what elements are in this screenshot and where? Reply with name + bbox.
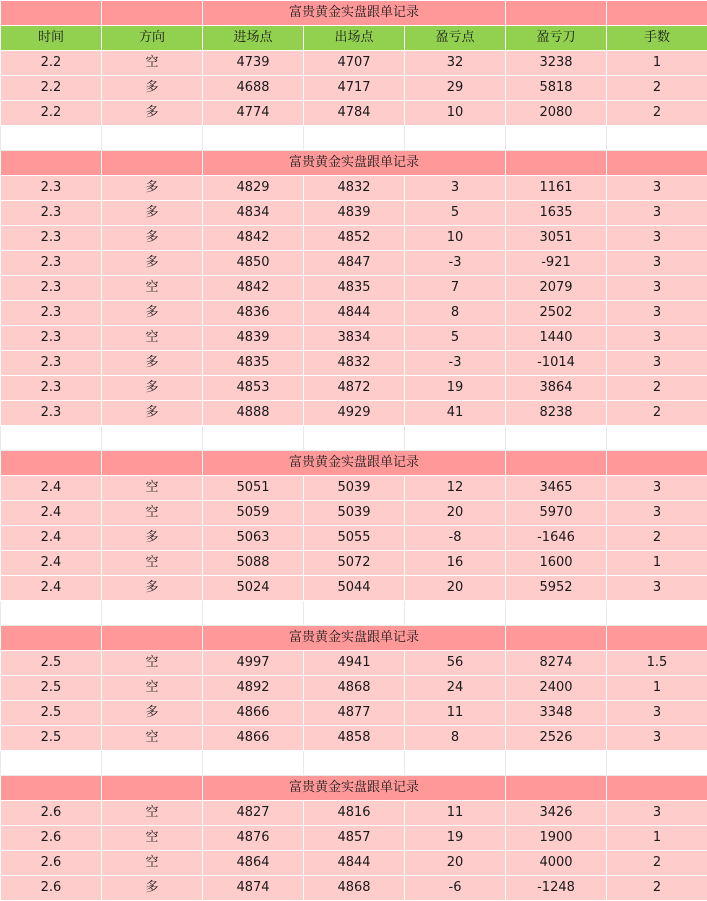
exit-point-cell: 4868	[304, 876, 405, 901]
section-title-row	[1, 1, 707, 26]
pl-dollars-cell: 1900	[506, 826, 607, 851]
pl-dollars-cell: 2526	[506, 726, 607, 751]
table-row	[1, 101, 707, 126]
date-cell: 2.5	[1, 651, 102, 676]
lots-cell: 2	[607, 401, 707, 426]
exit-point-cell: 4784	[304, 101, 405, 126]
pl-points-cell: 20	[405, 576, 506, 601]
pl-dollars-cell: 2502	[506, 301, 607, 326]
date-cell: 2.4	[1, 526, 102, 551]
pl-dollars-cell: 1600	[506, 551, 607, 576]
empty-cell	[203, 601, 304, 626]
lots-cell: 1	[607, 51, 707, 76]
lots-cell: 3	[607, 201, 707, 226]
entry-point-cell: 4774	[203, 101, 304, 126]
pl-dollars-cell: 8238	[506, 401, 607, 426]
direction-cell: 空	[102, 276, 203, 301]
empty-cell	[607, 451, 707, 476]
section-spacer-row	[1, 126, 707, 151]
direction-cell: 空	[102, 326, 203, 351]
exit-point-cell: 4835	[304, 276, 405, 301]
empty-cell	[506, 426, 607, 451]
section-spacer-row	[1, 426, 707, 451]
entry-point-cell: 4839	[203, 326, 304, 351]
section-title: 富贵黄金实盘跟单记录	[203, 1, 506, 26]
lots-cell: 2	[607, 876, 707, 901]
entry-point-cell: 4842	[203, 276, 304, 301]
pl-points-cell: 8	[405, 726, 506, 751]
date-cell: 2.4	[1, 551, 102, 576]
empty-cell	[102, 126, 203, 151]
empty-cell	[102, 776, 203, 801]
lots-cell: 2	[607, 376, 707, 401]
date-cell: 2.2	[1, 101, 102, 126]
pl-points-cell: 12	[405, 476, 506, 501]
exit-point-cell: 4941	[304, 651, 405, 676]
lots-cell: 3	[607, 801, 707, 826]
pl-dollars-cell: -1248	[506, 876, 607, 901]
table-row	[1, 351, 707, 376]
exit-point-cell: 4717	[304, 76, 405, 101]
empty-cell	[607, 426, 707, 451]
lots-cell: 3	[607, 251, 707, 276]
lots-cell: 3	[607, 326, 707, 351]
exit-point-cell: 4832	[304, 351, 405, 376]
exit-point-cell: 5055	[304, 526, 405, 551]
section-spacer-row	[1, 601, 707, 626]
date-cell: 2.3	[1, 201, 102, 226]
direction-cell: 多	[102, 351, 203, 376]
empty-cell	[1, 1, 102, 26]
empty-cell	[304, 426, 405, 451]
date-cell: 2.3	[1, 276, 102, 301]
lots-cell: 3	[607, 176, 707, 201]
table-row	[1, 851, 707, 876]
date-cell: 2.6	[1, 851, 102, 876]
table-row	[1, 826, 707, 851]
table-row	[1, 526, 707, 551]
lots-cell: 3	[607, 351, 707, 376]
empty-cell	[405, 601, 506, 626]
empty-cell	[102, 151, 203, 176]
lots-cell: 3	[607, 301, 707, 326]
exit-point-cell: 4929	[304, 401, 405, 426]
entry-point-cell: 5088	[203, 551, 304, 576]
empty-cell	[203, 426, 304, 451]
empty-cell	[203, 751, 304, 776]
table-row	[1, 226, 707, 251]
direction-cell: 多	[102, 201, 203, 226]
empty-cell	[203, 126, 304, 151]
section-title: 富贵黄金实盘跟单记录	[203, 151, 506, 176]
pl-dollars-cell: -1646	[506, 526, 607, 551]
pl-dollars-cell: 2400	[506, 676, 607, 701]
exit-point-cell: 3834	[304, 326, 405, 351]
date-cell: 2.6	[1, 801, 102, 826]
pl-dollars-cell: 3465	[506, 476, 607, 501]
direction-cell: 空	[102, 851, 203, 876]
table-row	[1, 251, 707, 276]
lots-cell: 3	[607, 501, 707, 526]
pl-points-cell: 56	[405, 651, 506, 676]
pl-dollars-cell: 3348	[506, 701, 607, 726]
date-cell: 2.5	[1, 701, 102, 726]
direction-cell: 空	[102, 551, 203, 576]
section-title-row	[1, 776, 707, 801]
entry-point-cell: 4850	[203, 251, 304, 276]
pl-points-cell: 11	[405, 801, 506, 826]
pl-points-cell: 19	[405, 826, 506, 851]
empty-cell	[607, 776, 707, 801]
date-cell: 2.2	[1, 51, 102, 76]
pl-points-cell: 8	[405, 301, 506, 326]
empty-cell	[607, 751, 707, 776]
pl-points-cell: 11	[405, 701, 506, 726]
pl-points-cell: 20	[405, 501, 506, 526]
column-header: 盈亏刀	[506, 26, 607, 51]
empty-cell	[607, 626, 707, 651]
pl-dollars-cell: -921	[506, 251, 607, 276]
empty-cell	[1, 601, 102, 626]
section-title: 富贵黄金实盘跟单记录	[203, 451, 506, 476]
date-cell: 2.3	[1, 251, 102, 276]
direction-cell: 多	[102, 176, 203, 201]
exit-point-cell: 4839	[304, 201, 405, 226]
date-cell: 2.3	[1, 401, 102, 426]
pl-points-cell: 41	[405, 401, 506, 426]
direction-cell: 空	[102, 676, 203, 701]
date-cell: 2.3	[1, 226, 102, 251]
empty-cell	[607, 151, 707, 176]
entry-point-cell: 4876	[203, 826, 304, 851]
section-spacer-row	[1, 751, 707, 776]
table-row	[1, 76, 707, 101]
pl-points-cell: 10	[405, 101, 506, 126]
direction-cell: 多	[102, 701, 203, 726]
pl-points-cell: -6	[405, 876, 506, 901]
entry-point-cell: 5063	[203, 526, 304, 551]
pl-points-cell: 29	[405, 76, 506, 101]
pl-points-cell: 24	[405, 676, 506, 701]
date-cell: 2.5	[1, 676, 102, 701]
table-row	[1, 501, 707, 526]
entry-point-cell: 5051	[203, 476, 304, 501]
empty-cell	[1, 626, 102, 651]
table-row	[1, 401, 707, 426]
date-cell: 2.6	[1, 876, 102, 901]
pl-dollars-cell: 4000	[506, 851, 607, 876]
empty-cell	[506, 751, 607, 776]
date-cell: 2.5	[1, 726, 102, 751]
date-cell: 2.3	[1, 176, 102, 201]
direction-cell: 多	[102, 401, 203, 426]
empty-cell	[1, 751, 102, 776]
exit-point-cell: 4877	[304, 701, 405, 726]
column-header: 出场点	[304, 26, 405, 51]
pl-points-cell: 20	[405, 851, 506, 876]
entry-point-cell: 4866	[203, 726, 304, 751]
direction-cell: 空	[102, 476, 203, 501]
pl-dollars-cell: 5818	[506, 76, 607, 101]
entry-point-cell: 4842	[203, 226, 304, 251]
table-row	[1, 726, 707, 751]
empty-cell	[506, 776, 607, 801]
entry-point-cell: 4866	[203, 701, 304, 726]
direction-cell: 多	[102, 251, 203, 276]
section-title-row	[1, 626, 707, 651]
lots-cell: 3	[607, 226, 707, 251]
direction-cell: 空	[102, 801, 203, 826]
table-row	[1, 276, 707, 301]
date-cell: 2.3	[1, 326, 102, 351]
direction-cell: 多	[102, 376, 203, 401]
empty-cell	[102, 426, 203, 451]
pl-dollars-cell: 5970	[506, 501, 607, 526]
pl-dollars-cell: 2079	[506, 276, 607, 301]
table-row	[1, 551, 707, 576]
column-header: 时间	[1, 26, 102, 51]
empty-cell	[1, 426, 102, 451]
empty-cell	[304, 751, 405, 776]
direction-cell: 空	[102, 826, 203, 851]
lots-cell: 1	[607, 551, 707, 576]
pl-dollars-cell: 3426	[506, 801, 607, 826]
pl-points-cell: 5	[405, 201, 506, 226]
pl-points-cell: 3	[405, 176, 506, 201]
table-row	[1, 201, 707, 226]
table-row	[1, 576, 707, 601]
empty-cell	[607, 1, 707, 26]
empty-cell	[607, 601, 707, 626]
empty-cell	[506, 126, 607, 151]
entry-point-cell: 4864	[203, 851, 304, 876]
exit-point-cell: 4872	[304, 376, 405, 401]
empty-cell	[405, 126, 506, 151]
table-row	[1, 301, 707, 326]
empty-cell	[1, 451, 102, 476]
exit-point-cell: 5072	[304, 551, 405, 576]
exit-point-cell: 4844	[304, 851, 405, 876]
direction-cell: 多	[102, 226, 203, 251]
direction-cell: 空	[102, 651, 203, 676]
lots-cell: 3	[607, 276, 707, 301]
date-cell: 2.3	[1, 351, 102, 376]
table-row	[1, 476, 707, 501]
lots-cell: 1	[607, 676, 707, 701]
pl-dollars-cell: 8274	[506, 651, 607, 676]
pl-points-cell: 16	[405, 551, 506, 576]
pl-points-cell: -3	[405, 251, 506, 276]
entry-point-cell: 4739	[203, 51, 304, 76]
lots-cell: 1.5	[607, 651, 707, 676]
direction-cell: 空	[102, 51, 203, 76]
lots-cell: 3	[607, 701, 707, 726]
entry-point-cell: 4688	[203, 76, 304, 101]
entry-point-cell: 4997	[203, 651, 304, 676]
pl-points-cell: 32	[405, 51, 506, 76]
pl-points-cell: 7	[405, 276, 506, 301]
direction-cell: 空	[102, 726, 203, 751]
empty-cell	[506, 451, 607, 476]
date-cell: 2.4	[1, 501, 102, 526]
empty-cell	[405, 426, 506, 451]
exit-point-cell: 4816	[304, 801, 405, 826]
empty-cell	[304, 126, 405, 151]
lots-cell: 3	[607, 476, 707, 501]
pl-dollars-cell: -1014	[506, 351, 607, 376]
table-row	[1, 701, 707, 726]
empty-cell	[506, 1, 607, 26]
column-header: 手数	[607, 26, 707, 51]
exit-point-cell: 4707	[304, 51, 405, 76]
entry-point-cell: 4835	[203, 351, 304, 376]
empty-cell	[1, 151, 102, 176]
pl-dollars-cell: 3238	[506, 51, 607, 76]
direction-cell: 多	[102, 76, 203, 101]
empty-cell	[405, 751, 506, 776]
direction-cell: 多	[102, 876, 203, 901]
entry-point-cell: 4888	[203, 401, 304, 426]
exit-point-cell: 4858	[304, 726, 405, 751]
pl-points-cell: 19	[405, 376, 506, 401]
pl-dollars-cell: 1635	[506, 201, 607, 226]
exit-point-cell: 4857	[304, 826, 405, 851]
table-row	[1, 876, 707, 901]
pl-dollars-cell: 3051	[506, 226, 607, 251]
section-title: 富贵黄金实盘跟单记录	[203, 626, 506, 651]
exit-point-cell: 4844	[304, 301, 405, 326]
exit-point-cell: 5044	[304, 576, 405, 601]
exit-point-cell: 4852	[304, 226, 405, 251]
lots-cell: 2	[607, 76, 707, 101]
pl-dollars-cell: 5952	[506, 576, 607, 601]
exit-point-cell: 4847	[304, 251, 405, 276]
date-cell: 2.2	[1, 76, 102, 101]
pl-points-cell: -3	[405, 351, 506, 376]
exit-point-cell: 4868	[304, 676, 405, 701]
empty-cell	[102, 626, 203, 651]
entry-point-cell: 4834	[203, 201, 304, 226]
entry-point-cell: 4853	[203, 376, 304, 401]
column-header: 方向	[102, 26, 203, 51]
lots-cell: 1	[607, 826, 707, 851]
lots-cell: 2	[607, 851, 707, 876]
direction-cell: 多	[102, 526, 203, 551]
pl-dollars-cell: 2080	[506, 101, 607, 126]
pl-dollars-cell: 1161	[506, 176, 607, 201]
entry-point-cell: 4827	[203, 801, 304, 826]
entry-point-cell: 4829	[203, 176, 304, 201]
lots-cell: 2	[607, 101, 707, 126]
empty-cell	[1, 776, 102, 801]
table-row	[1, 676, 707, 701]
entry-point-cell: 5059	[203, 501, 304, 526]
empty-cell	[607, 126, 707, 151]
column-header: 进场点	[203, 26, 304, 51]
column-header-row	[1, 26, 707, 51]
exit-point-cell: 5039	[304, 476, 405, 501]
direction-cell: 多	[102, 101, 203, 126]
entry-point-cell: 4836	[203, 301, 304, 326]
date-cell: 2.6	[1, 826, 102, 851]
section-title: 富贵黄金实盘跟单记录	[203, 776, 506, 801]
table-row	[1, 801, 707, 826]
pl-points-cell: -8	[405, 526, 506, 551]
section-title-row	[1, 151, 707, 176]
direction-cell: 空	[102, 501, 203, 526]
exit-point-cell: 4832	[304, 176, 405, 201]
exit-point-cell: 5039	[304, 501, 405, 526]
empty-cell	[102, 1, 203, 26]
empty-cell	[1, 126, 102, 151]
direction-cell: 多	[102, 576, 203, 601]
pl-dollars-cell: 1440	[506, 326, 607, 351]
date-cell: 2.4	[1, 576, 102, 601]
entry-point-cell: 5024	[203, 576, 304, 601]
table-row	[1, 326, 707, 351]
entry-point-cell: 4874	[203, 876, 304, 901]
lots-cell: 2	[607, 526, 707, 551]
lots-cell: 3	[607, 576, 707, 601]
pl-dollars-cell: 3864	[506, 376, 607, 401]
pl-points-cell: 5	[405, 326, 506, 351]
table-row	[1, 651, 707, 676]
empty-cell	[506, 151, 607, 176]
empty-cell	[506, 626, 607, 651]
empty-cell	[102, 601, 203, 626]
table-row	[1, 51, 707, 76]
table-row	[1, 376, 707, 401]
column-header: 盈亏点	[405, 26, 506, 51]
empty-cell	[102, 451, 203, 476]
table-row	[1, 176, 707, 201]
date-cell: 2.3	[1, 376, 102, 401]
lots-cell: 3	[607, 726, 707, 751]
empty-cell	[304, 601, 405, 626]
direction-cell: 多	[102, 301, 203, 326]
date-cell: 2.4	[1, 476, 102, 501]
empty-cell	[506, 601, 607, 626]
section-title-row	[1, 451, 707, 476]
empty-cell	[102, 751, 203, 776]
entry-point-cell: 4892	[203, 676, 304, 701]
date-cell: 2.3	[1, 301, 102, 326]
pl-points-cell: 10	[405, 226, 506, 251]
